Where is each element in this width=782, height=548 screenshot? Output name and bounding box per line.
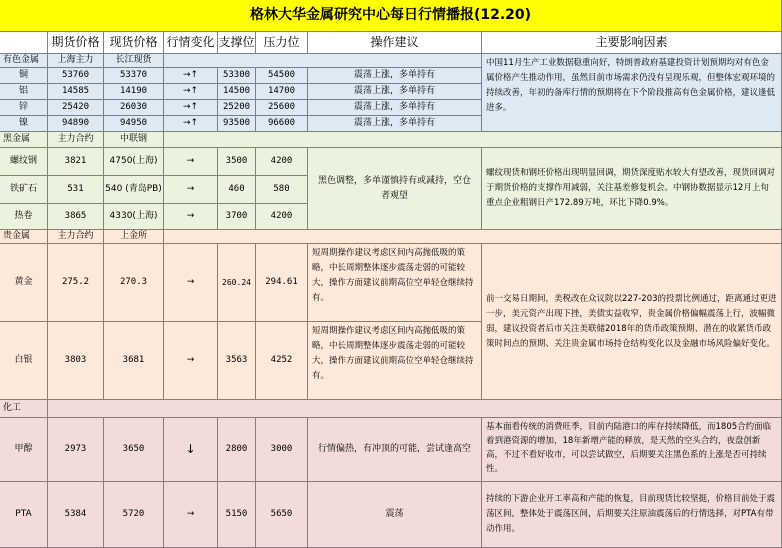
advice-text: 震荡上涨，多单持有 xyxy=(308,84,482,100)
trend-arrow: → xyxy=(164,244,218,322)
futures-price: 14585 xyxy=(48,84,104,100)
resistance-level: 96600 xyxy=(256,116,308,132)
factors-text: 持续的下游企业开工率高和产能的恢复，目前现货比较坚挺，价格目前处于震荡区间，整体处于震荡区间，后期要关注原油震荡后的行情选择，对PTA有带动作用。 xyxy=(482,482,782,548)
row-name: 甲醇 xyxy=(0,418,48,482)
support-level: 53300 xyxy=(218,68,256,84)
spot-price: 94950 xyxy=(104,116,164,132)
trend-arrow: →↑ xyxy=(164,68,218,84)
advice-ferrous: 黑色调整，多单谨慎持有或减持，空仓者观望 xyxy=(308,148,482,230)
spot-price: 5720 xyxy=(104,482,164,548)
trend-arrow: →↑ xyxy=(164,100,218,116)
futures-price: 53760 xyxy=(48,68,104,84)
futures-source-precious: 主力合约 xyxy=(48,230,104,244)
resistance-level: 54500 xyxy=(256,68,308,84)
header-factors: 主要影响因素 xyxy=(482,32,782,54)
trend-arrow: → xyxy=(164,176,218,204)
resistance-level: 294.61 xyxy=(256,244,308,322)
support-level: 3563 xyxy=(218,322,256,400)
header-trend: 行情变化 xyxy=(164,32,218,54)
row-name: 热卷 xyxy=(0,204,48,230)
advice-text: 震荡 xyxy=(308,482,482,548)
spot-price: 4330(上海) xyxy=(104,204,164,230)
factors-text: 基本面看传统的消费旺季，目前内陆港口的库存持续降低，而1805合约面临着到港资源的增加，18年新增产能的释放，是天然的空头合约，夜盘创新高，不过不看好收市，可以尝试做空，后期要关注黑色系的上涨是否可持续性。 xyxy=(482,418,782,482)
futures-price: 2973 xyxy=(48,418,104,482)
support-level: 25200 xyxy=(218,100,256,116)
spot-price: 14190 xyxy=(104,84,164,100)
support-level: 14500 xyxy=(218,84,256,100)
spot-price: 53370 xyxy=(104,68,164,84)
futures-price: 5384 xyxy=(48,482,104,548)
support-level: 460 xyxy=(218,176,256,204)
resistance-level: 14700 xyxy=(256,84,308,100)
trend-arrow: → xyxy=(164,204,218,230)
futures-price: 275.2 xyxy=(48,244,104,322)
spot-price: 270.3 xyxy=(104,244,164,322)
resistance-level: 4252 xyxy=(256,322,308,400)
section-blank-ferrous xyxy=(164,132,782,148)
futures-price: 3865 xyxy=(48,204,104,230)
section-blank-nonferrous xyxy=(164,54,482,68)
futures-source-ferrous: 主力合约 xyxy=(48,132,104,148)
advice-text: 震荡上涨，多单持有 xyxy=(308,116,482,132)
futures-source-nonferrous: 上海主力 xyxy=(48,54,104,68)
futures-price: 94890 xyxy=(48,116,104,132)
section-label-ferrous: 黑金属 xyxy=(0,132,48,148)
advice-text: 短周期操作建议考虑区间内高抛低吸的策略，中长周期整体逐步震荡走弱的可能较大，操作方面建议前期高位空单轻仓继续持有。 xyxy=(308,322,482,400)
support-level: 260.24 xyxy=(218,244,256,322)
trend-arrow: ↓ xyxy=(164,418,218,482)
trend-arrow: → xyxy=(164,322,218,400)
header-resistance: 压力位 xyxy=(256,32,308,54)
report-title: 格林大华金属研究中心每日行情播报(12.20) xyxy=(0,0,782,32)
trend-arrow: → xyxy=(164,148,218,176)
spot-price: 3681 xyxy=(104,322,164,400)
factors-ferrous: 螺纹现货和钢坯价格出现明显回调，期货深度贴水较大有望改善，现货回调对于期货价格的支撑作用减弱，关注基差修复机会。中钢协数据显示12月上旬重点企业粗钢日产172.89万吨，环比下降0.9%。 xyxy=(482,148,782,230)
trend-arrow: →↑ xyxy=(164,84,218,100)
resistance-level: 4200 xyxy=(256,148,308,176)
row-name: 镍 xyxy=(0,116,48,132)
row-name: 铁矿石 xyxy=(0,176,48,204)
row-name: 铝 xyxy=(0,84,48,100)
row-name: 白银 xyxy=(0,322,48,400)
row-name: 螺纹钢 xyxy=(0,148,48,176)
section-label-chemical: 化工 xyxy=(0,400,48,418)
trend-arrow: → xyxy=(164,482,218,548)
support-level: 3700 xyxy=(218,204,256,230)
spot-price: 540 (青岛PB) xyxy=(104,176,164,204)
futures-price: 25420 xyxy=(48,100,104,116)
advice-text: 行情偏热，有冲顶的可能，尝试逢高空 xyxy=(308,418,482,482)
advice-text: 短周期操作建议考虑区间内高抛低吸的策略，中长周期整体逐步震荡走弱的可能较大，操作方面建议前期高位空单轻仓继续持有。 xyxy=(308,244,482,322)
resistance-level: 4200 xyxy=(256,204,308,230)
row-name: 锌 xyxy=(0,100,48,116)
resistance-level: 580 xyxy=(256,176,308,204)
factors-precious: 前一交易日期间，美税改在众议院以227-203的投票比例通过，距离通过更进一步，美元资产出现下挫，美债实益收窄，贵金属价格偏幅震荡上行，波幅微弱，建议投资者后市关注美联储2018年的货币政策预期、潜在的收紧货币政策时间点的预期、关注贵金属市场持仓结构变化以及金融市场风险偏好变化。 xyxy=(482,244,782,400)
support-level: 2800 xyxy=(218,418,256,482)
advice-text: 震荡上涨，多单持有 xyxy=(308,100,482,116)
futures-price: 3803 xyxy=(48,322,104,400)
advice-text: 震荡上涨，多单持有 xyxy=(308,68,482,84)
spot-price: 26030 xyxy=(104,100,164,116)
header-advice: 操作建议 xyxy=(308,32,482,54)
futures-price: 3821 xyxy=(48,148,104,176)
support-level: 93500 xyxy=(218,116,256,132)
section-blank-precious xyxy=(164,230,782,244)
spot-source-precious: 上金所 xyxy=(104,230,164,244)
support-level: 5150 xyxy=(218,482,256,548)
row-name: 铜 xyxy=(0,68,48,84)
header-spot-price: 现货价格 xyxy=(104,32,164,54)
section-label-precious: 贵金属 xyxy=(0,230,48,244)
support-level: 3500 xyxy=(218,148,256,176)
resistance-level: 5650 xyxy=(256,482,308,548)
header-futures-price: 期货价格 xyxy=(48,32,104,54)
header-blank xyxy=(0,32,48,54)
resistance-level: 25600 xyxy=(256,100,308,116)
section-blank-chemical xyxy=(48,400,782,418)
spot-source-ferrous: 中联钢 xyxy=(104,132,164,148)
resistance-level: 3000 xyxy=(256,418,308,482)
futures-price: 531 xyxy=(48,176,104,204)
spot-source-nonferrous: 长江现货 xyxy=(104,54,164,68)
spot-price: 3650 xyxy=(104,418,164,482)
spot-price: 4750(上海) xyxy=(104,148,164,176)
trend-arrow: →↑ xyxy=(164,116,218,132)
header-support: 支撑位 xyxy=(218,32,256,54)
row-name: 黄金 xyxy=(0,244,48,322)
factors-nonferrous: 中国11月生产工业数据稳重向好，特朗普政府基建投资计划预期均对有色金属价格产生推动作用，虽然目前市场需求仍没有呈现乐观，但整体宏观环境的持续改善，年初的备库行情的预期将在下个阶段推高有色金属价格，建议逢低进多。 xyxy=(482,54,782,132)
section-label-nonferrous: 有色金属 xyxy=(0,54,48,68)
row-name: PTA xyxy=(0,482,48,548)
